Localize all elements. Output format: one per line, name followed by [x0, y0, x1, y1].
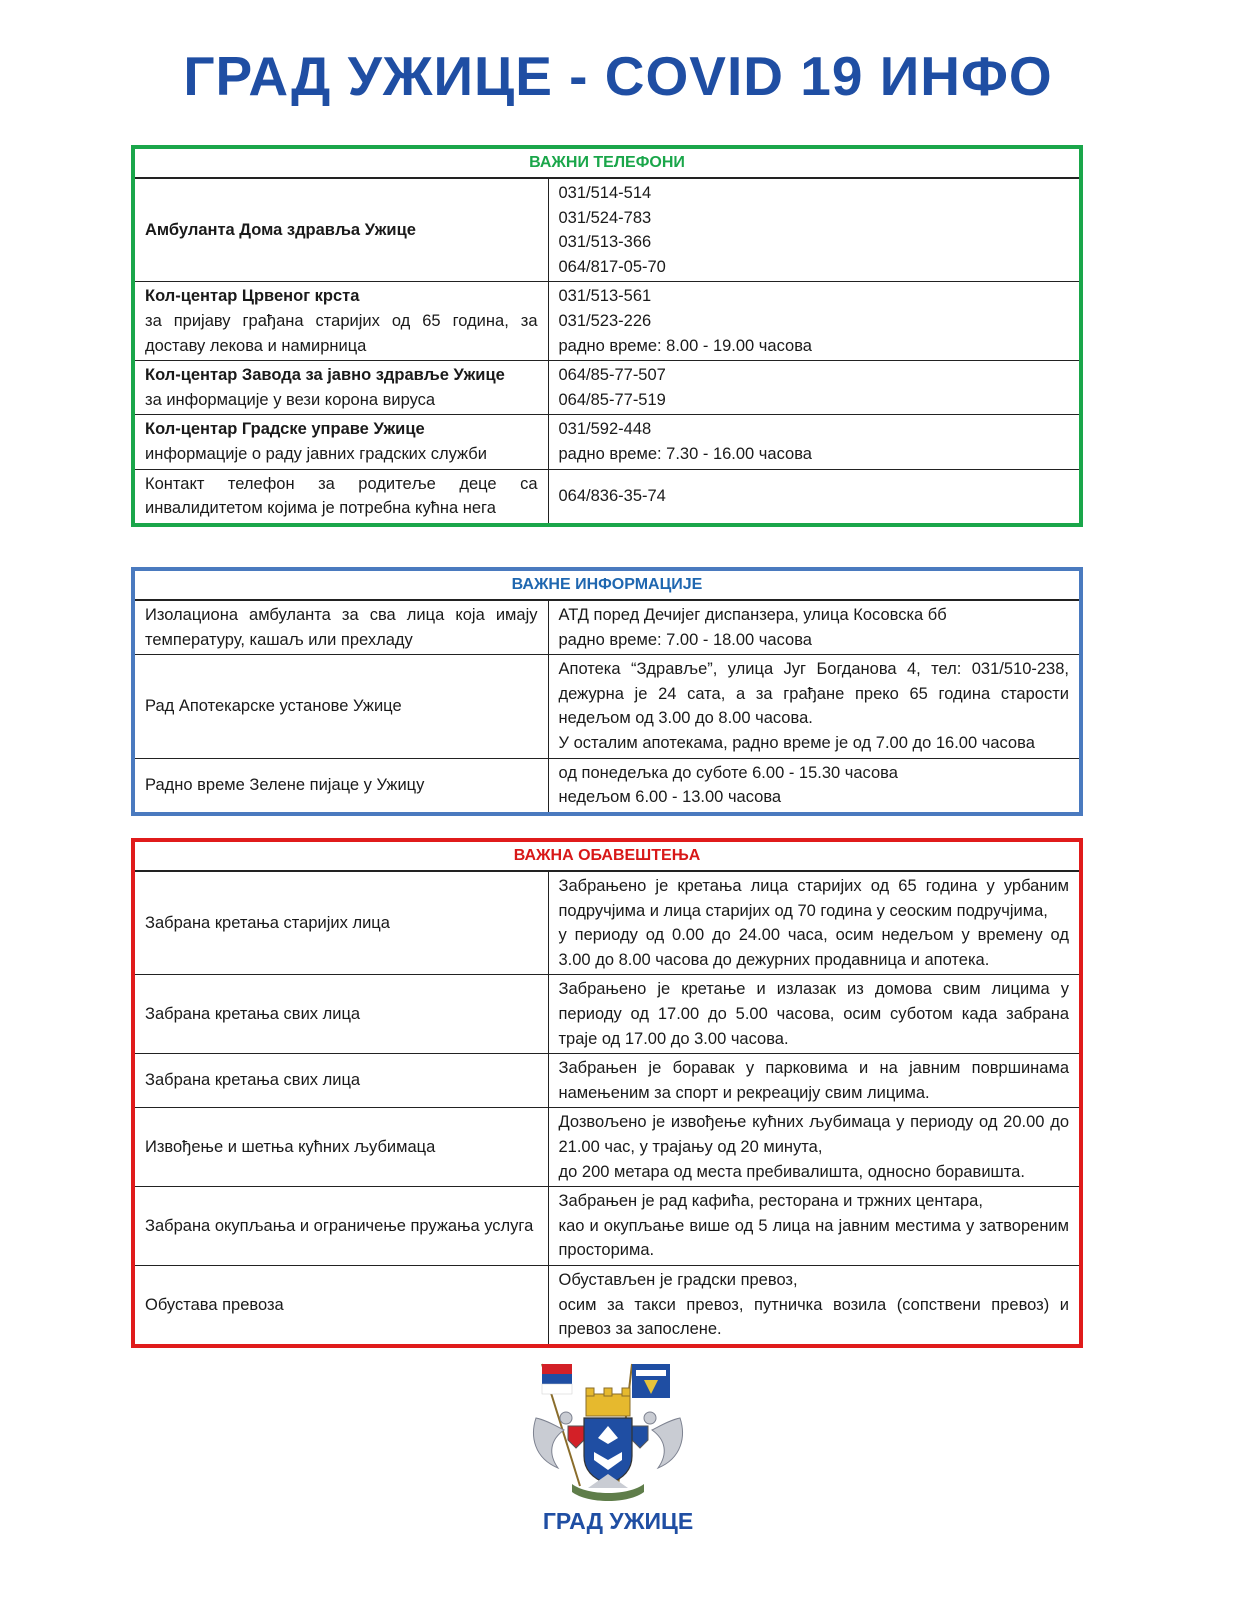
row-label: Кол-центар Градске управе Ужице информације о раду јавних градских служби — [135, 415, 548, 469]
table-row — [135, 871, 1079, 975]
row-value: Обустављен је градски превоз, осим за такси превоз, путничка возила (сопствени превоз) и превоз за запослене. — [548, 1265, 1079, 1343]
row-value: 064/85-77-507 064/85-77-519 — [548, 361, 1079, 415]
row-label: Изолациона амбуланта за сва лица која имају температуру, кашаљ или прехладу — [135, 600, 548, 655]
table-row — [135, 758, 1079, 812]
row-label: Забрана кретања старијих лица — [135, 871, 548, 975]
row-label: Кол-центар Завода за јавно здравље Ужице за информације у вези корона вируса — [135, 361, 548, 415]
row-value: Забрањен је рад кафића, ресторана и тржних центара, као и окупљање више од 5 лица на јавним местима у затвореним просторима. — [548, 1187, 1079, 1266]
table-row — [135, 1054, 1079, 1108]
row-value: 031/592-448 радно време: 7.30 - 16.00 часова — [548, 415, 1079, 469]
row-label: Радно време Зелене пијаце у Ужицу — [135, 758, 548, 812]
important-info-table — [131, 567, 1083, 816]
important-phones-table — [131, 145, 1083, 527]
row-label: Забрана кретања свих лица — [135, 975, 548, 1054]
row-value: Забрањено је кретање и излазак из домова свим лицима у периоду од 17.00 до 5.00 часова, осим суботом када забрана траје од 17.00 до 3.00 часова. — [548, 975, 1079, 1054]
row-label: Рад Апотекарске установе Ужице — [135, 655, 548, 758]
row-label: Кол-центар Црвеног крста за пријаву грађана старијих од 65 година, за доставу лекова и намирница — [135, 282, 548, 361]
page-title: ГРАД УЖИЦЕ - COVID 19 ИНФО — [183, 45, 1053, 107]
table-row — [135, 282, 1079, 361]
row-label: Забрана окупљања и ограничење пружања услуга — [135, 1187, 548, 1266]
row-value: Забрањено је кретања лица старијих од 65 година у урбаним подручјима и лица старијих од 70 година у сеоским подручјима, у периоду од 0.00 до 24.00 часа, осим недељом у времену од 3.00 до 8.00 часова до дежурних продавница и апотека. — [548, 871, 1079, 975]
row-value: 031/514-514 031/524-783 031/513-366 064/817-05-70 — [548, 178, 1079, 282]
row-value: 031/513-561 031/523-226 радно време: 8.00 - 19.00 часова — [548, 282, 1079, 361]
row-value: Апотека “Здравље”, улица Југ Богданова 4, тел: 031/510-238, дежурна је 24 сата, а за грађане преко 65 година старости недељом од 3.00 до 8.00 часова. У осталим апотекама, радно време је од 7.00 до 16.00 часова — [548, 655, 1079, 758]
row-value: 064/836-35-74 — [548, 469, 1079, 523]
coat-of-arms-icon — [528, 1356, 688, 1516]
row-label: Забрана кретања свих лица — [135, 1054, 548, 1108]
notices-heading: ВАЖНА ОБАВЕШТЕЊА — [135, 842, 1079, 871]
row-value: АТД поред Дечијег диспанзера, улица Косовска бб радно време: 7.00 - 18.00 часова — [548, 600, 1079, 655]
table-row — [135, 1108, 1079, 1187]
row-value: од понедељка до суботе 6.00 - 15.30 часова недељом 6.00 - 13.00 часова — [548, 758, 1079, 812]
row-label: Контакт телефон за родитеље деце са инвалидитетом којима је потребна кућна нега — [135, 469, 548, 523]
table-row — [135, 415, 1079, 469]
row-label: Извођење и шетња кућних љубимаца — [135, 1108, 548, 1187]
table-row — [135, 600, 1079, 655]
info-heading: ВАЖНЕ ИНФОРМАЦИЈЕ — [135, 571, 1079, 600]
table-row — [135, 655, 1079, 758]
table-row — [135, 178, 1079, 282]
footer-city-name: ГРАД УЖИЦЕ — [542, 1508, 694, 1534]
phones-heading: ВАЖНИ ТЕЛЕФОНИ — [135, 149, 1079, 178]
table-row — [135, 1265, 1079, 1343]
row-label: Амбуланта Дома здравља Ужице — [135, 178, 548, 282]
row-value: Забрањен је боравак у парковима и на јавним површинама намењеним за спорт и рекреацију свим лицима. — [548, 1054, 1079, 1108]
row-value: Дозвољено је извођење кућних љубимаца у периоду од 20.00 до 21.00 час, у трајању од 20 минута, до 200 метара од места пребивалишта, односно боравишта. — [548, 1108, 1079, 1187]
table-row — [135, 361, 1079, 415]
table-row — [135, 1187, 1079, 1266]
row-label: Обустава превоза — [135, 1265, 548, 1343]
important-notices-table — [131, 838, 1083, 1348]
table-row — [135, 469, 1079, 523]
table-row — [135, 975, 1079, 1054]
